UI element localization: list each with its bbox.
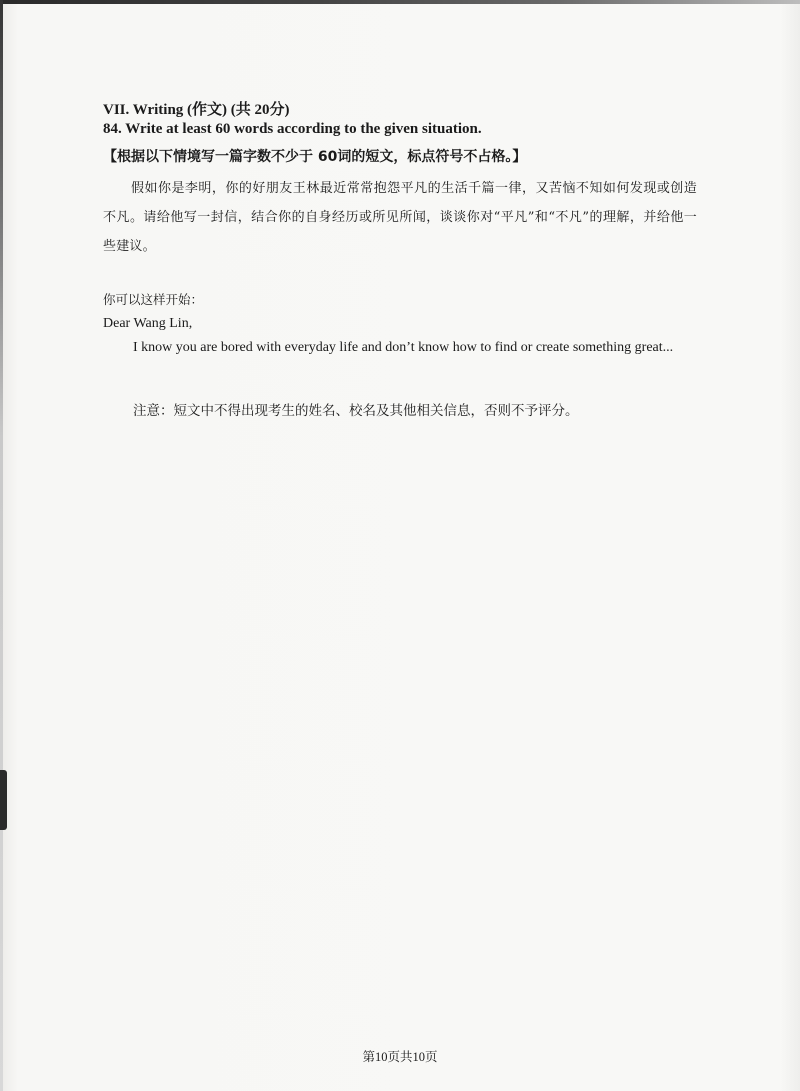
- start-hint: 你可以这样开始：: [103, 292, 204, 307]
- scan-edge-top: [0, 0, 800, 4]
- binder-mark: [0, 770, 7, 830]
- section-title: VII. Writing (作文) (共 20分): [103, 102, 290, 118]
- letter-salutation: Dear Wang Lin,: [103, 316, 193, 331]
- letter-opening: I know you are bored with everyday life and don’t know how to find or create something great...: [133, 340, 674, 355]
- page-number: 第10页共10页: [362, 1050, 438, 1064]
- scan-edge-left: [0, 0, 3, 1091]
- question-heading: 84. Write at least 60 words according to the given situation.: [103, 121, 482, 137]
- instruction-text: 【根据以下情境写一篇字数不少于 60词的短文，标点符号不占格。】: [103, 149, 527, 165]
- attention-note: 注意：短文中不得出现考生的姓名、校名及其他相关信息，否则不予评分。: [133, 403, 579, 419]
- writing-prompt: 假如你是李明，你的好朋友王林最近常常抱怨平凡的生活千篇一律，又苦恼不知如何发现或创造不凡。请给他写一封信，结合你的自身经历或所见所闻，谈谈你对“平凡”和“不凡”的理解，并给他一些建议。: [103, 181, 697, 254]
